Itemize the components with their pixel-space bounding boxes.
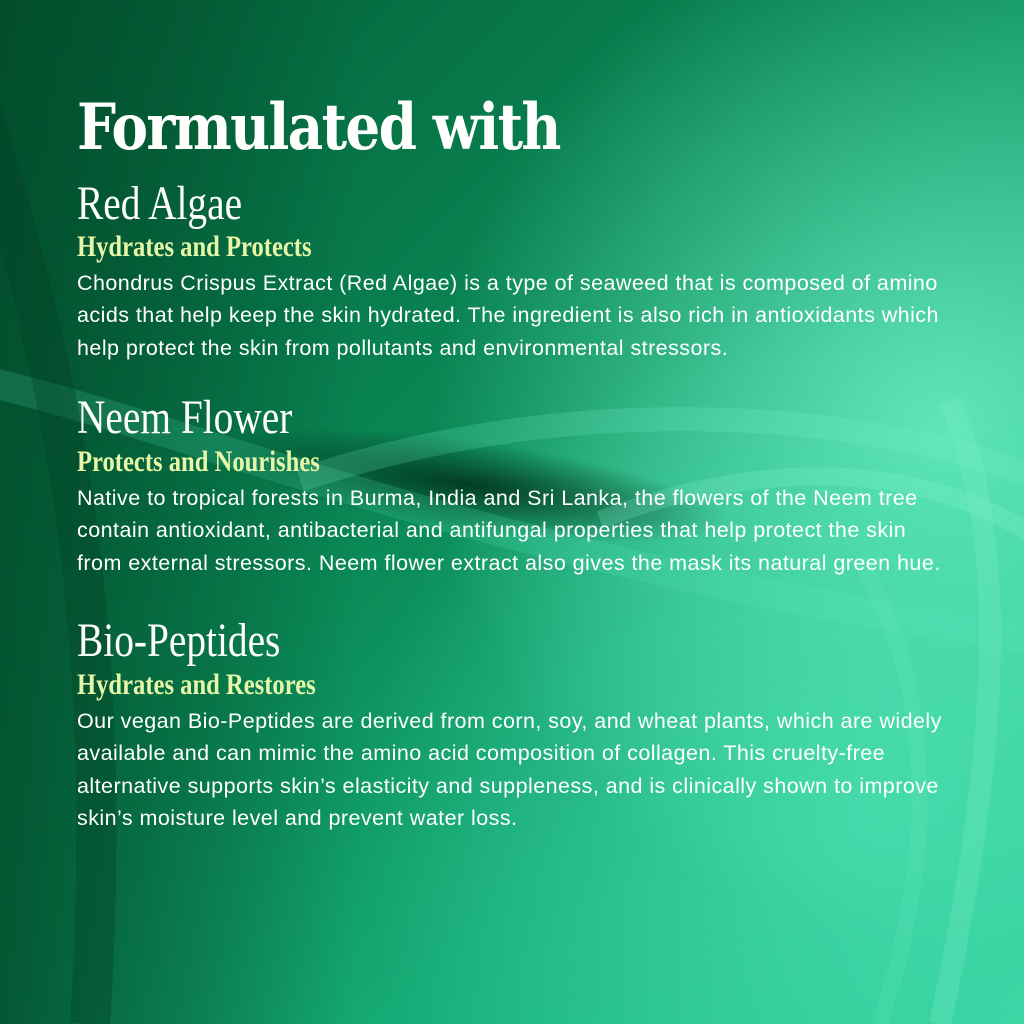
ingredient-description: Native to tropical forests in Burma, India and Sri Lanka, the flowers of the Neem tree contain antioxidant, antibacterial and antifungal properties that help protect the skin from external stressors. Neem flower extract also gives the mask its natural green hue. <box>77 485 941 575</box>
ingredient-description: Our vegan Bio-Peptides are derived from corn, soy, and wheat plants, which are widely available and can mimic the amino acid composition of collagen. This cruelty-free alternative supports skin’s elasticity and suppleness, and is clinically shown to improve skin’s moisture level and prevent water loss. <box>77 708 942 831</box>
ingredient-name: Red Algae <box>77 176 243 230</box>
ingredient-neem-flower <box>77 392 957 579</box>
ingredient-benefit: Hydrates and Restores <box>77 668 316 702</box>
page-title: Formulated with <box>77 90 560 165</box>
ingredient-benefit: Protects and Nourishes <box>77 445 320 479</box>
ingredient-name: Neem Flower <box>77 391 293 445</box>
ingredient-name: Bio-Peptides <box>77 614 281 668</box>
ingredients-panel <box>77 92 957 835</box>
ingredient-benefit: Hydrates and Protects <box>77 230 312 264</box>
ingredient-red-algae <box>77 178 957 365</box>
ingredient-bio-peptides <box>77 615 957 834</box>
ingredient-description: Chondrus Crispus Extract (Red Algae) is a type of seaweed that is composed of amino acids that help keep the skin hydrated. The ingredient is also rich in antioxidants which help protect the skin from pollutants and environmental stressors. <box>77 270 939 360</box>
